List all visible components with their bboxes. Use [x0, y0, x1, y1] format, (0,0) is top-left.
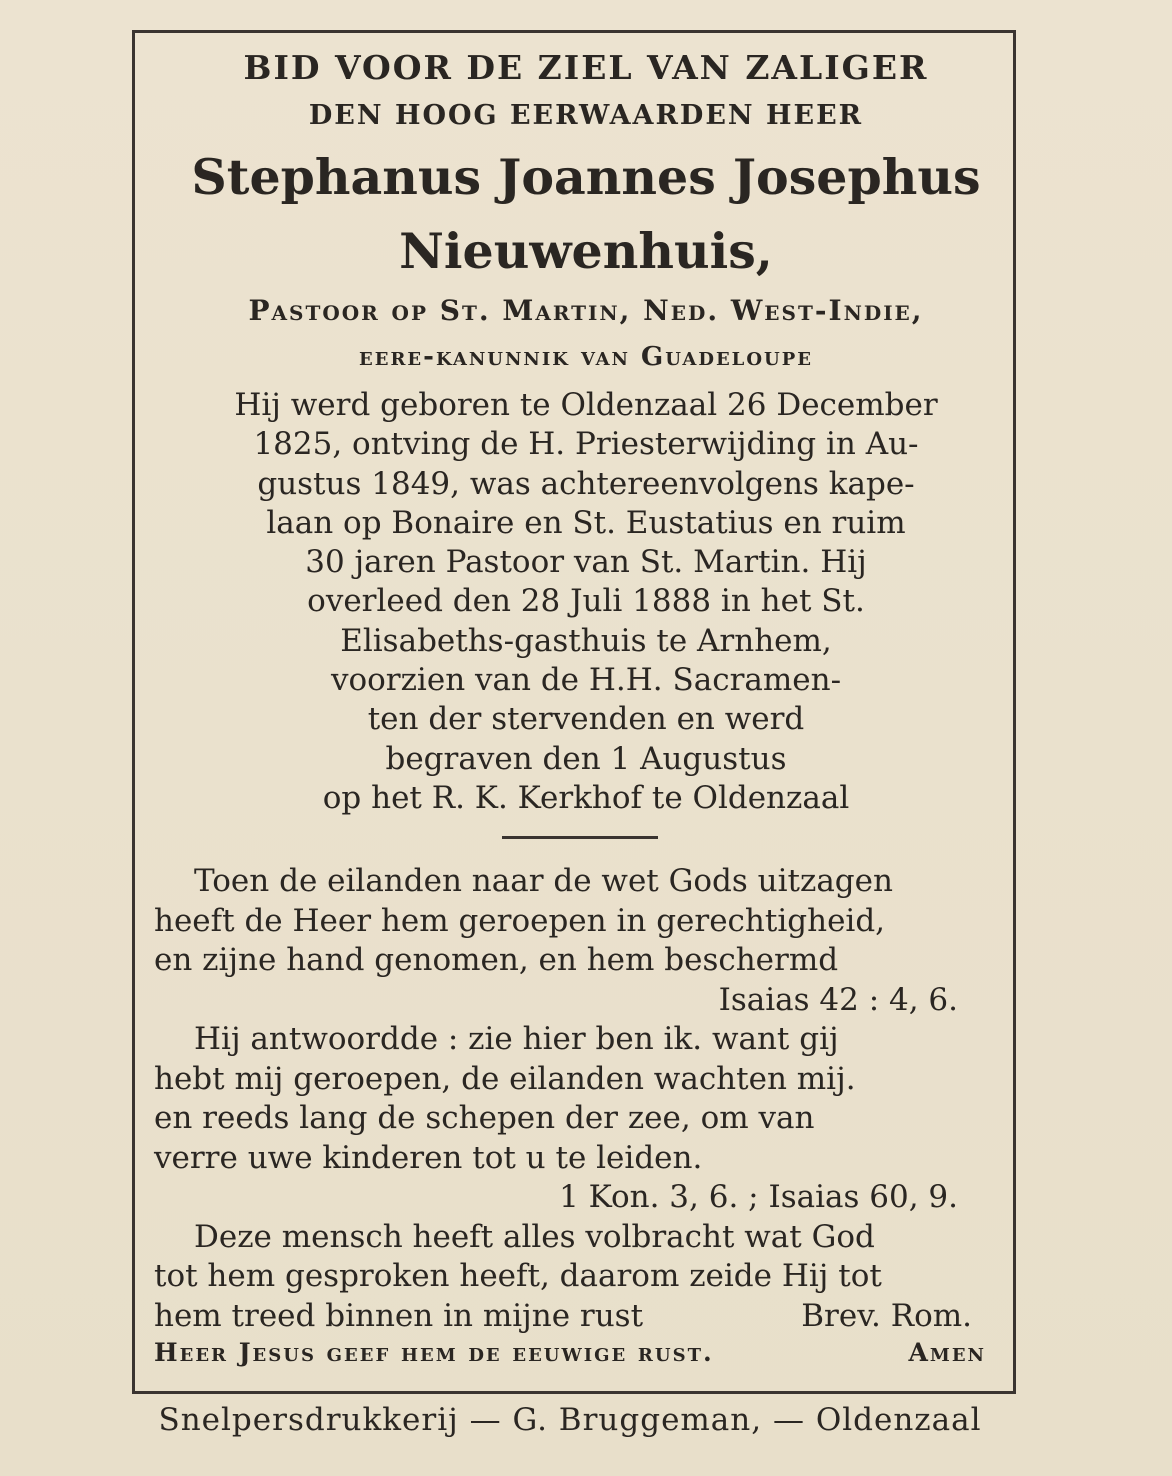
biography-line: begraven den 1 Augustus	[385, 740, 787, 777]
biography-paragraph	[0, 386, 1172, 818]
biography-line: Hij werd geboren te Oldenzaal 26 December	[234, 387, 938, 423]
verse-line: hebt mij geroepen, de eilanden wachten mij.	[154, 1060, 856, 1097]
section-divider	[502, 836, 658, 839]
biography-line: 30 jaren Pastoor van St. Martin. Hij	[305, 544, 867, 581]
verse-line: verre uwe kinderen tot u te leiden.	[154, 1139, 703, 1176]
biography-line: ten der stervenden en werd	[367, 701, 805, 738]
biography-line: overleed den 28 Juli 1888 in het St.	[307, 583, 865, 620]
deceased-title-line2: eere-kanunnik van Guadeloupe	[359, 342, 813, 372]
verse-line: hem treed binnen in mijne rust	[154, 1297, 644, 1334]
verse-reference: Brev. Rom.	[801, 1297, 972, 1334]
verse-reference: 1 Kon. 3, 6. ; Isaias 60, 9.	[559, 1179, 958, 1215]
verse-line: Toen de eilanden naar de wet Gods uitzagen	[194, 863, 893, 899]
deceased-name-line2: Nieuwenhuis,	[399, 222, 773, 280]
printer-imprint: Snelpersdrukkerij — G. Bruggeman, — Oldenzaal	[158, 1402, 982, 1438]
biography-line: Elisabeths-gasthuis te Arnhem,	[340, 622, 832, 659]
verse-line: heeft de Heer hem geroepen in gerechtigheid,	[154, 902, 886, 939]
biography-line: 1825, ontving de H. Priesterwijding in Au-	[253, 426, 919, 463]
deceased-title-line1: Pastoor op St. Martin, Ned. West-Indie,	[248, 294, 924, 327]
deceased-name-line1: Stephanus Joannes Josephus	[191, 148, 981, 206]
scripture-verses	[154, 862, 1002, 1336]
verse-line: Hij antwoordde : zie hier ben ik. want gij	[194, 1021, 839, 1057]
biography-line: gustus 1849, was achtereenvolgens kape-	[257, 465, 915, 502]
biography-line: op het R. K. Kerkhof te Oldenzaal	[322, 779, 850, 816]
closing-prayer-text: Heer Jesus geef hem de eeuwige rust.	[154, 1338, 714, 1367]
prayer-heading: BID VOOR DE ZIEL VAN ZALIGER	[243, 48, 929, 87]
verse-line-with-reference	[154, 1297, 1002, 1337]
verse-line: en zijne hand genomen, en hem beschermd	[154, 942, 839, 978]
honorific-heading: DEN HOOG EERWAARDEN HEER	[308, 100, 864, 131]
verse-line: tot hem gesproken heeft, daarom zeide Hij tot	[154, 1258, 882, 1294]
biography-line: laan op Bonaire en St. Eustatius en ruim	[266, 504, 906, 541]
verse-line: en reeds lang de schepen der zee, om van	[154, 1100, 815, 1136]
closing-prayer	[154, 1338, 986, 1367]
verse-line: Deze mensch heeft alles volbracht wat God	[194, 1218, 875, 1255]
verse-reference: Isaias 42 : 4, 6.	[718, 981, 958, 1018]
closing-amen: Amen	[908, 1338, 986, 1367]
biography-line: voorzien van de H.H. Sacramen-	[330, 662, 842, 699]
